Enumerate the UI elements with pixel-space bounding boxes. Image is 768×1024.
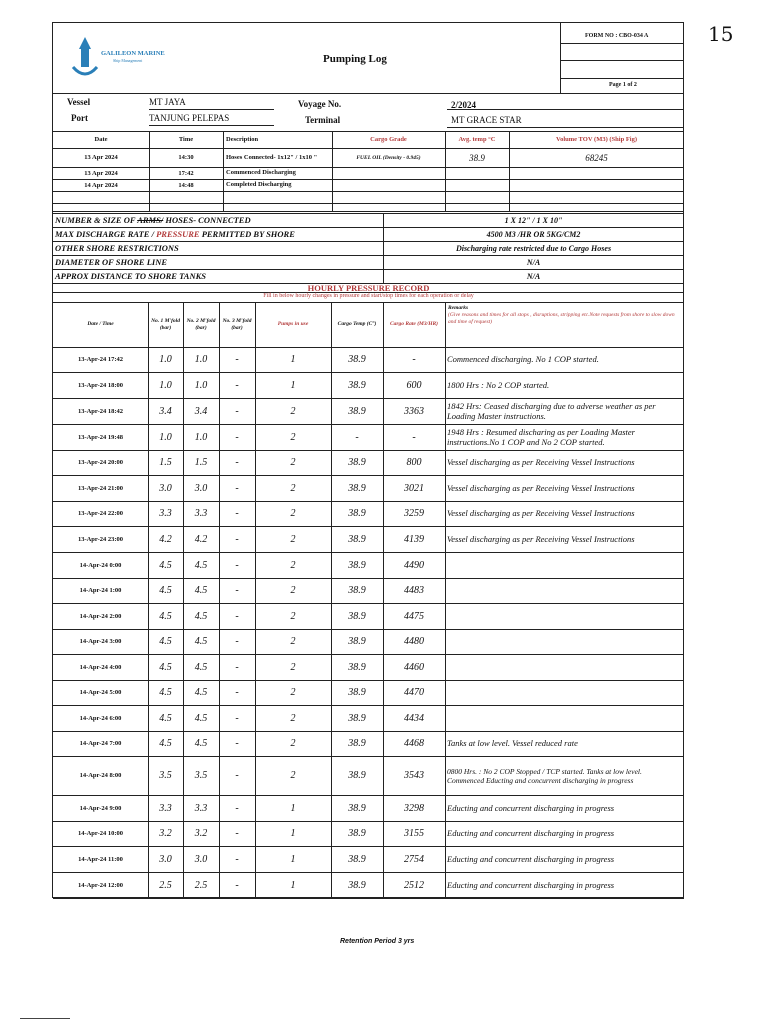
row-no3-pressure: -: [235, 354, 239, 365]
row-no1-pressure: 4.5: [159, 610, 172, 622]
row-date-time: 14-Apr-24 7:00: [79, 740, 122, 747]
row-remark: 1948 Hrs : Resumed discharing as per Loading Master instructions.No 1 COP and No 2 COP started.: [447, 426, 635, 447]
voyage-value: 2/2024: [451, 100, 477, 110]
row-no3-pressure: -: [235, 712, 239, 724]
row-date-time: 13-Apr-24 23:00: [77, 535, 124, 543]
row-rate: 2754: [404, 853, 424, 865]
row-no2-pressure: 1.0: [194, 431, 208, 443]
row-temp: 38.9: [348, 687, 366, 698]
row-pumps: 2: [290, 405, 296, 417]
row-remark: 0800 Hrs. : No 2 COP Stopped / TCP started. Tanks at low level. Commenced Educting and concurrent discharging in progress: [447, 766, 642, 785]
page-of: Page 1 of 2: [609, 82, 637, 88]
event-cargo-grade: [332, 179, 445, 191]
row-temp: 38.9: [348, 661, 366, 673]
row-date-time: 14-Apr-24 3:00: [79, 638, 122, 645]
svg-text:Ship Management: Ship Management: [113, 58, 143, 63]
rate-label-pressure: PRESSURE: [156, 229, 200, 239]
row-temp: 38.9: [348, 482, 366, 494]
terminal-label: Terminal: [305, 115, 341, 125]
header-no1: No. 1 M'fold (bar): [151, 317, 180, 331]
row-no1-pressure: 3.3: [159, 802, 172, 814]
company-logo: [67, 29, 167, 89]
row-pumps: 2: [290, 559, 296, 571]
row-temp: 38.9: [348, 354, 366, 365]
row-remark: [447, 552, 680, 578]
row-rate: 4460: [404, 661, 424, 673]
row-no2-pressure: 3.4: [194, 405, 208, 417]
row-no2-pressure: 4.5: [194, 585, 208, 596]
terminal-value: MT GRACE STAR: [451, 115, 522, 125]
event-time: 14:48: [178, 181, 194, 189]
event-avg-temp: [445, 167, 509, 179]
vessel-label: Vessel: [67, 97, 91, 107]
row-rate: 4480: [404, 636, 424, 647]
row-no3-pressure: -: [235, 610, 239, 622]
row-pumps: 2: [290, 508, 296, 519]
row-temp: 38.9: [348, 636, 366, 647]
row-no2-pressure: 4.5: [194, 661, 208, 673]
row-no1-pressure: 1.0: [159, 379, 172, 391]
row-no3-pressure: -: [235, 636, 239, 647]
form-number: FORM NO : CBO-034 A: [585, 33, 649, 39]
event-avg-temp: [445, 179, 509, 191]
row-no3-pressure: -: [235, 482, 239, 494]
row-remark: Educting and concurrent discharging in progress: [447, 828, 615, 839]
row-pumps: 2: [290, 770, 296, 781]
row-no1-pressure: 1.0: [159, 431, 172, 443]
row-date-time: 14-Apr-24 2:00: [79, 612, 122, 620]
row-no3-pressure: -: [235, 879, 239, 891]
row-no2-pressure: 4.5: [194, 712, 208, 724]
row-date-time: 14-Apr-24 6:00: [79, 714, 122, 722]
row-remark: Vessel discharging as per Receiving Vessel Instructions: [447, 482, 635, 493]
row-no1-pressure: 3.4: [159, 405, 172, 417]
row-remark: [447, 603, 680, 629]
row-pumps: 2: [290, 585, 296, 596]
row-no2-pressure: 2.5: [194, 879, 208, 891]
row-rate: 3298: [404, 802, 424, 814]
row-date-time: 13-Apr-24 18:42: [77, 407, 124, 415]
pumping-log-form: [52, 22, 684, 898]
row-temp: 38.9: [348, 559, 366, 571]
row-rate: 4483: [404, 585, 424, 596]
row-no2-pressure: 1.0: [194, 379, 208, 391]
row-pumps: 2: [290, 457, 296, 468]
row-temp: 38.9: [348, 712, 366, 724]
retention-period: Retention Period 3 yrs: [340, 938, 415, 945]
header-rate: Cargo Rate (M3/HR): [390, 321, 438, 327]
row-no2-pressure: 4.5: [194, 610, 208, 622]
row-no3-pressure: -: [235, 770, 239, 781]
row-remark: Vessel discharging as per Receiving Vessel Instructions: [447, 533, 635, 544]
row-temp: 38.9: [348, 405, 366, 417]
row-rate: -: [412, 354, 416, 365]
event-description: Hoses Connected- 1x12" / 1x10 ": [226, 153, 318, 161]
event-cargo-grade: FUEL OIL (Density - 0.945): [356, 154, 421, 161]
grid-line-h: [53, 211, 684, 212]
row-pumps: 2: [290, 533, 296, 545]
row-temp: -: [355, 431, 359, 443]
row-pumps: 2: [290, 610, 296, 622]
row-pumps: 2: [290, 712, 296, 724]
row-no1-pressure: 4.5: [159, 585, 172, 596]
row-rate: 4468: [404, 738, 424, 749]
row-rate: 4490: [404, 559, 424, 571]
row-rate: 800: [406, 457, 422, 468]
remarks-note: (Give reasons and times for all stops , disruptions, stripping etc.Note requests from shore to slow down and time of request): [448, 312, 675, 325]
header-date-time: Date / Time: [87, 321, 114, 327]
row-temp: 38.9: [348, 853, 366, 865]
row-no3-pressure: -: [235, 405, 239, 417]
row-no2-pressure: 3.2: [194, 828, 208, 839]
row-pumps: 1: [290, 802, 296, 814]
row-date-time: 14-Apr-24 5:00: [79, 689, 122, 696]
row-date-time: 14-Apr-24 11:00: [78, 855, 123, 863]
row-date-time: 13-Apr-24 21:00: [77, 484, 124, 492]
restrictions-value: Discharging rate restricted due to Cargo Hoses: [455, 243, 612, 253]
row-rate: 3259: [404, 508, 424, 519]
row-no3-pressure: -: [235, 431, 239, 443]
row-no2-pressure: 3.3: [194, 508, 208, 519]
distance-label: APPROX DISTANCE TO SHORE TANKS: [55, 271, 206, 281]
row-date-time: 13-Apr-24 22:00: [77, 510, 124, 517]
row-temp: 38.9: [348, 770, 366, 781]
row-pumps: 2: [290, 636, 296, 647]
row-no2-pressure: 4.2: [194, 533, 208, 545]
row-remark: Tanks at low level. Vessel reduced rate: [447, 738, 578, 749]
events-header-time: Time: [178, 136, 194, 143]
rate-label-a: MAX DISCHARGE RATE /: [55, 229, 157, 239]
row-pumps: 2: [290, 738, 296, 749]
row-remark: [447, 654, 680, 680]
max-rate-value: 4500 M3 /HR OR 5KG/CM2: [486, 229, 581, 239]
event-date: 13 Apr 2024: [84, 169, 118, 177]
row-remark: [447, 578, 680, 603]
row-temp: 38.9: [348, 508, 366, 519]
hoses-label-b: HOSES- CONNECTED: [163, 215, 251, 225]
row-rate: 4434: [404, 712, 424, 724]
header-no3: No. 3 M'fold (bar): [222, 317, 252, 331]
row-no3-pressure: -: [235, 687, 239, 698]
row-no3-pressure: -: [235, 738, 239, 749]
row-no2-pressure: 4.5: [194, 687, 208, 698]
logo-text: GALILEON MARINE: [101, 50, 165, 57]
remarks-title: Remarks: [448, 305, 469, 311]
row-temp: 38.9: [348, 379, 366, 391]
row-remark: [447, 705, 680, 731]
row-no1-pressure: 1.0: [159, 354, 172, 365]
events-header-date: Date: [94, 136, 108, 143]
row-pumps: 1: [290, 853, 296, 865]
port-label: Port: [71, 113, 88, 123]
row-rate: 600: [406, 379, 422, 391]
row-no3-pressure: -: [235, 533, 239, 545]
header-remarks: [448, 305, 679, 326]
row-pumps: 2: [290, 661, 296, 673]
row-no3-pressure: -: [235, 802, 239, 814]
row-pumps: 1: [290, 354, 296, 365]
row-remark: 1800 Hrs : No 2 COP started.: [447, 379, 550, 390]
row-no3-pressure: -: [235, 853, 239, 865]
row-pumps: 2: [290, 687, 296, 698]
row-remark: [447, 629, 680, 654]
page-title: Pumping Log: [323, 53, 387, 65]
row-rate: 4475: [404, 610, 424, 622]
row-remark: Commenced discharging. No 1 COP started.: [447, 354, 599, 365]
row-no1-pressure: 4.5: [159, 636, 172, 647]
grid-line-h: [53, 898, 684, 899]
row-temp: 38.9: [348, 457, 366, 468]
grid-line-v: [445, 302, 446, 898]
row-no1-pressure: 1.5: [159, 457, 172, 468]
row-date-time: 14-Apr-24 4:00: [79, 663, 122, 671]
row-pumps: 2: [290, 482, 296, 494]
row-no2-pressure: 3.0: [194, 853, 208, 865]
row-no1-pressure: 3.2: [159, 828, 172, 839]
events-header-description: Description: [226, 136, 259, 143]
row-no1-pressure: 3.0: [159, 482, 172, 494]
row-no1-pressure: 4.5: [159, 738, 172, 749]
diameter-value: N/A: [526, 257, 541, 267]
row-rate: 3543: [404, 770, 424, 781]
row-no1-pressure: 2.5: [159, 879, 172, 891]
row-no1-pressure: 3.5: [159, 770, 172, 781]
row-rate: 3155: [404, 828, 424, 839]
row-pumps: 1: [290, 379, 296, 391]
row-no3-pressure: -: [235, 559, 239, 571]
event-cargo-grade: [332, 167, 445, 179]
event-date: 14 Apr 2024: [84, 181, 118, 189]
vessel-value: MT JAYA: [149, 97, 186, 107]
row-no2-pressure: 3.3: [194, 802, 208, 814]
row-no2-pressure: 4.5: [194, 636, 208, 647]
hoses-label: [55, 215, 251, 225]
row-date-time: 14-Apr-24 0:00: [79, 561, 122, 569]
row-date-time: 13-Apr-24 18:00: [77, 381, 124, 389]
voyage-label: Voyage No.: [298, 99, 342, 109]
row-no2-pressure: 4.5: [194, 738, 208, 749]
row-remark: Educting and concurrent discharging in progress: [447, 802, 615, 813]
row-temp: 38.9: [348, 610, 366, 622]
event-volume: 68245: [585, 152, 608, 163]
header-pumps: Pumps in use: [277, 321, 309, 327]
hourly-title: HOURLY PRESSURE RECORD: [307, 282, 430, 293]
row-rate: 2512: [404, 879, 424, 891]
row-rate: 4470: [404, 687, 424, 698]
row-rate: 3021: [404, 482, 424, 494]
events-header-cargo-grade: Cargo Grade: [370, 136, 407, 143]
header-temp: Cargo Temp (C°): [337, 321, 377, 327]
row-date-time: 14-Apr-24 12:00: [77, 881, 124, 889]
row-date-time: 14-Apr-24 1:00: [79, 587, 122, 594]
row-date-time: 13-Apr-24 17:42: [77, 356, 124, 363]
row-no3-pressure: -: [235, 379, 239, 391]
row-temp: 38.9: [348, 879, 366, 891]
row-no2-pressure: 1.5: [194, 457, 208, 468]
max-rate-label: [55, 229, 295, 239]
signature-line: [20, 1018, 70, 1019]
hourly-subtitle: Fill in below hourly changes in pressure and start/stop times for each operation or delay: [263, 293, 474, 299]
row-rate: -: [412, 431, 416, 443]
row-pumps: 1: [290, 828, 296, 839]
row-no3-pressure: -: [235, 508, 239, 519]
hoses-label-struck: ARMS/: [137, 215, 164, 225]
row-no3-pressure: -: [235, 585, 239, 596]
diameter-label: DIAMETER OF SHORE LINE: [55, 257, 168, 267]
row-no1-pressure: 4.5: [159, 559, 172, 571]
events-header-avg-temp: Avg. temp °C: [458, 136, 496, 143]
event-description: Commenced Discharging: [226, 169, 296, 176]
row-date-time: 14-Apr-24 8:00: [79, 772, 122, 779]
row-no3-pressure: -: [235, 828, 239, 839]
rate-label-b: PERMITTED BY SHORE: [199, 229, 295, 239]
row-remark: Vessel discharging as per Receiving Vessel Instructions: [447, 508, 635, 519]
row-temp: 38.9: [348, 533, 366, 545]
event-volume: [509, 179, 684, 191]
row-no1-pressure: 4.5: [159, 687, 172, 698]
row-remark: 1842 Hrs: Ceased discharging due to adverse weather as per Loading Master instructions.: [447, 400, 656, 421]
row-no1-pressure: 4.5: [159, 661, 172, 673]
row-no1-pressure: 4.5: [159, 712, 172, 724]
row-temp: 38.9: [348, 585, 366, 596]
row-date-time: 13-Apr-24 20:00: [77, 459, 124, 466]
event-avg-temp: 38.9: [469, 152, 485, 163]
row-remark: Vessel discharging as per Receiving Vessel Instructions: [447, 457, 635, 468]
event-volume: [509, 167, 684, 179]
handwritten-page-number: 15: [708, 22, 734, 46]
grid-line-h: [53, 203, 684, 204]
row-date-time: 14-Apr-24 10:00: [77, 830, 124, 837]
row-no1-pressure: 3.3: [159, 508, 172, 519]
port-value: TANJUNG PELEPAS: [149, 113, 230, 123]
row-pumps: 2: [290, 431, 296, 443]
event-time: 14:30: [178, 154, 194, 161]
events-header-volume: Volume TOV (M3) (Ship Fig): [555, 136, 638, 143]
row-rate: 3363: [404, 405, 424, 417]
hoses-label-a: NUMBER & SIZE OF: [55, 215, 138, 225]
row-remark: Educting and concurrent discharging in progress: [447, 879, 615, 890]
hoses-value: 1 X 12" / 1 X 10": [504, 215, 563, 225]
row-no2-pressure: 3.5: [194, 770, 208, 781]
restrictions-label: OTHER SHORE RESTRICTIONS: [55, 243, 179, 253]
row-temp: 38.9: [348, 802, 366, 814]
row-no3-pressure: -: [235, 661, 239, 673]
row-no1-pressure: 4.2: [159, 533, 172, 545]
header-no2: No. 2 M'fold (bar): [186, 317, 216, 331]
row-remark: [447, 680, 680, 705]
row-no3-pressure: -: [235, 457, 239, 468]
event-time: 17:42: [178, 169, 194, 177]
event-date: 13 Apr 2024: [84, 154, 118, 161]
row-temp: 38.9: [348, 738, 366, 749]
row-no1-pressure: 3.0: [159, 853, 172, 865]
row-remark: Educting and concurrent discharging in progress: [447, 853, 615, 864]
row-date-time: 14-Apr-24 9:00: [79, 804, 122, 812]
row-date-time: 13-Apr-24 19:48: [77, 433, 124, 441]
row-no2-pressure: 4.5: [194, 559, 208, 571]
distance-value: N/A: [526, 271, 541, 281]
grid-line-h: [53, 191, 684, 192]
row-pumps: 1: [290, 879, 296, 891]
event-description: Completed Discharging: [226, 181, 292, 188]
row-temp: 38.9: [348, 828, 366, 839]
row-no2-pressure: 1.0: [194, 354, 208, 365]
row-no2-pressure: 3.0: [194, 482, 208, 494]
row-rate: 4139: [404, 533, 424, 545]
